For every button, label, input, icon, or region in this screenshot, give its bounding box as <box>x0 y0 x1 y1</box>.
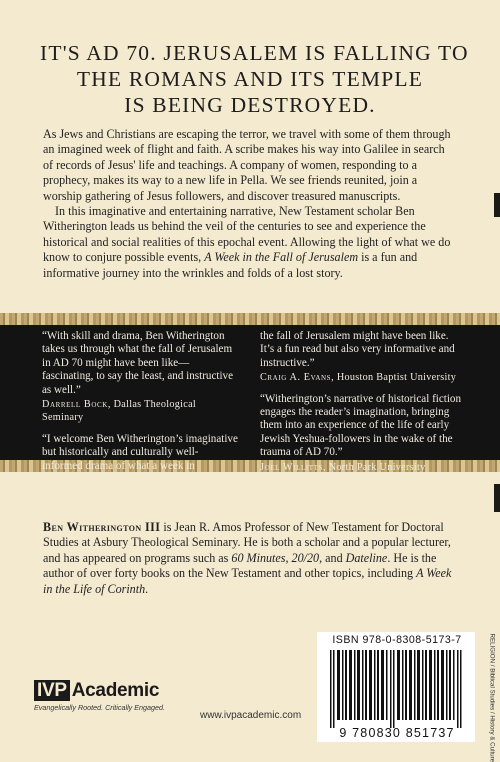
endorser-name: Joel Willitts <box>260 461 324 473</box>
bio-text: , <box>285 550 292 565</box>
endorsement-attribution <box>260 371 464 384</box>
endorsement-attribution <box>260 461 464 474</box>
endorsements-left-column <box>42 330 239 481</box>
endorsement-quote: “With skill and drama, Ben Witherington takes us through what the fall of Jerusalem in AD 70 might have been like—fascinating, to say the least, and instructive as well.” <box>42 330 234 396</box>
headline-line-1: IT'S AD 70. JERUSALEM IS FALLING TO <box>40 41 469 65</box>
publisher-logo-wordmark <box>34 680 170 702</box>
page-edge-marker <box>494 484 500 512</box>
headline-line-2: THE ROMANS AND ITS TEMPLE <box>76 67 424 91</box>
publisher-website: www.ivpacademic.com <box>200 710 302 721</box>
endorser-affiliation: , Dallas Theological Seminary <box>42 399 197 424</box>
barcode-number: 9 780830 851737 <box>339 726 455 740</box>
endorsement <box>260 330 464 385</box>
endorsement <box>260 393 464 474</box>
endorser-affiliation: , Houston Baptist University <box>331 372 457 384</box>
endorsements-right-column <box>260 330 464 482</box>
program-title: 20/20 <box>291 550 320 565</box>
endorsement-quote: “I welcome Ben Witherington’s imaginative but historically and culturally well-informed drama of what a week in <box>42 432 238 472</box>
category-text: RELIGION / Biblical Studies / History & Culture <box>488 633 496 762</box>
author-name: Ben Witherington III <box>43 520 161 534</box>
headline <box>40 40 469 118</box>
bio-text: , and <box>319 550 346 565</box>
description-paragraph-2 <box>43 204 457 281</box>
headline-line-3: IS BEING DESTROYED. <box>124 93 376 117</box>
category-label <box>482 632 496 762</box>
description-text: In this imaginative and entertaining narrative, New Testament scholar Ben Witherington leads us behind the veil of the centuries to see and experience the historical and social realities of this epochal event. Allowing the light of what we do know to conjure possible events, <box>43 204 451 265</box>
publisher-logo-mark: IVP <box>34 680 70 701</box>
endorsement <box>42 330 239 425</box>
description <box>43 127 457 281</box>
publisher-logo <box>34 680 170 712</box>
book-title: A Week in the Fall of Jerusalem <box>204 250 359 265</box>
bio-text: . <box>145 581 149 596</box>
description-text: is a fun and informative journey into the wrinkles and folds of a lost story. <box>43 250 418 280</box>
bio-text: is Jean R. Amos Professor of New Testament for Doctoral Studies at Asbury Theological Seminary. He is both a scholar and a popular lecturer, and has appeared on programs such as <box>43 520 451 565</box>
endorsement <box>42 433 239 473</box>
endorser-affiliation: , North Park University <box>323 461 426 473</box>
endorsement-quote: “Witherington’s narrative of historical fiction engages the reader’s imagination, bringing them into an experience of the life of early Jewish Yeshua-followers in the wake of the trauma of AD 70.” <box>260 392 462 459</box>
endorsement-attribution <box>42 398 239 425</box>
decorative-border-top <box>0 313 500 325</box>
endorsement-quote: the fall of Jerusalem might have been like. It’s a fun read but also very informative and instructive.” <box>260 330 455 369</box>
description-paragraph-1: As Jews and Christians are escaping the terror, we travel with some of them through an imagined week of flight and faith. A scribe makes his way into Galilee in search of records of Jesus' life and teachings. A company of women, responding to a prophecy, makes its way to a new life in Pella. We see friends reunited, join a worship gathering of Jesus followers, and discover treasured manuscripts. <box>43 127 451 203</box>
book-title: A Week in the Life of Corinth <box>43 566 452 596</box>
bio-text: . He is the author of over forty books on the New Testament and other topics, including <box>43 550 437 581</box>
program-title: Dateline <box>345 550 388 565</box>
author-bio <box>43 520 460 597</box>
program-title: 60 Minutes <box>231 550 286 565</box>
publisher-logo-text: Academic <box>71 680 160 701</box>
endorser-name: Craig A. Evans <box>260 372 332 384</box>
page-edge-marker <box>494 193 500 217</box>
endorser-name: Darrell Bock <box>42 399 108 411</box>
barcode-icon <box>330 650 462 728</box>
isbn-label: ISBN 978-0-8308-5173-7 <box>332 634 462 646</box>
publisher-tagline: Evangelically Rooted. Critically Engaged. <box>34 703 166 712</box>
